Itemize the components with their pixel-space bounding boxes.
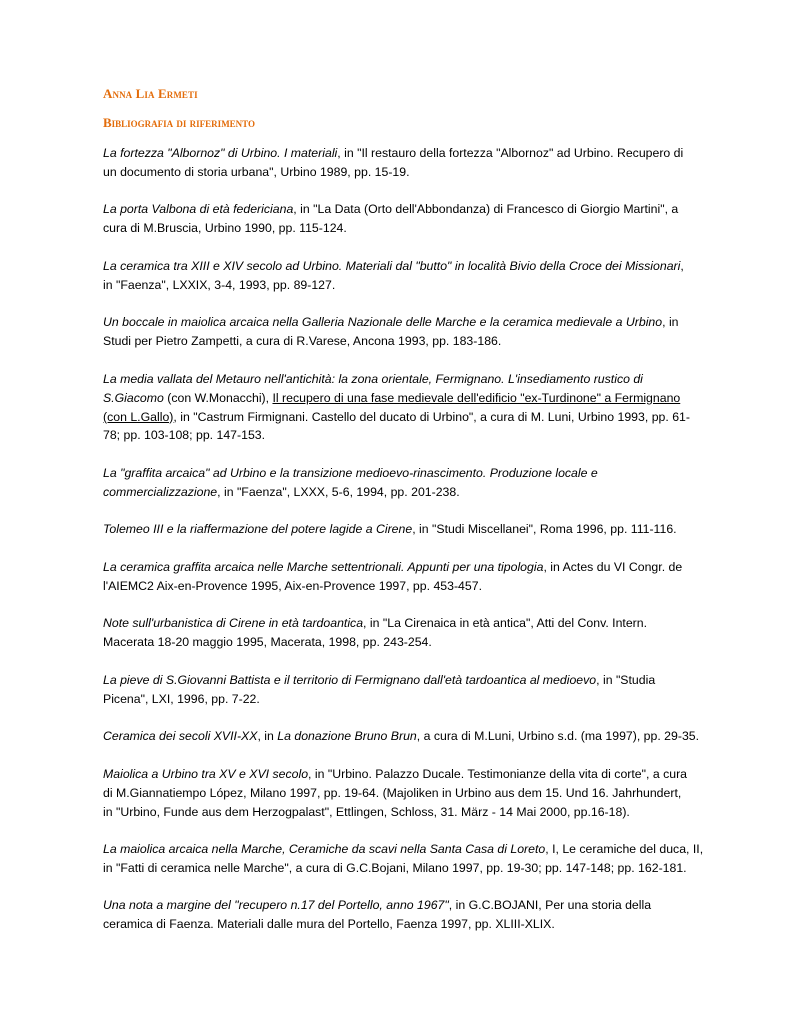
bibliography-entry bbox=[103, 520, 695, 539]
entry-underlined-title: Il recupero di una fase medievale dell'edificio "ex-Turdinone" a Fermignano bbox=[272, 390, 681, 405]
entry-title: La ceramica tra XIII e XIV secolo ad Urbino. Materiali dal "butto" in località Bivio della Croce dei Missionari bbox=[103, 259, 681, 273]
bibliography-entry bbox=[103, 840, 704, 878]
entry-line bbox=[103, 727, 700, 746]
entry-text: , in bbox=[257, 729, 278, 743]
entry-text: (con W.Monacchi), bbox=[163, 390, 273, 405]
entry-line bbox=[103, 803, 695, 822]
entry-title: Ceramica dei secoli XVII-XX bbox=[103, 729, 258, 743]
entry-line bbox=[103, 520, 695, 539]
entry-text: in "Fatti di ceramica nelle Marche", a cura di G.C.Bojani, Milano 1997, pp. 19-30; pp. 147-148; pp. 162-181. bbox=[103, 860, 687, 875]
entry-title: La donazione Bruno Brun bbox=[277, 729, 417, 743]
entry-text: , in G.C.BOJANI, Per una storia della bbox=[448, 898, 652, 912]
entry-line bbox=[103, 690, 695, 709]
entry-line bbox=[103, 671, 695, 690]
entry-line bbox=[103, 896, 695, 915]
entry-text: cura di M.Bruscia, Urbino 1990, pp. 115-124. bbox=[103, 220, 347, 235]
entry-line bbox=[103, 614, 695, 633]
entry-title: Tolemeo III e la riaffermazione del potere lagide a Cirene bbox=[103, 522, 413, 536]
entry-title: commercializzazione bbox=[103, 484, 218, 499]
entry-line bbox=[103, 633, 695, 652]
entry-title: Una nota a margine del "recupero n.17 del Portello, anno 1967" bbox=[103, 898, 449, 912]
entry-text: , in bbox=[662, 315, 679, 329]
entry-line bbox=[103, 464, 695, 483]
entry-text: l'AIEMC2 Aix-en-Provence 1995, Aix-en-Provence 1997, pp. 453-457. bbox=[103, 578, 482, 593]
entry-text: , in "Castrum Firmignani. Castello del ducato di Urbino", a cura di M. Luni, Urbino 1993, pp. 61- bbox=[173, 409, 690, 424]
bibliography-entry bbox=[103, 896, 695, 934]
entry-text: , in "La Cirenaica in età antica", Atti del Conv. Intern. bbox=[363, 616, 648, 630]
entry-text: , in "Urbino. Palazzo Ducale. Testimonianze della vita di corte", a cura bbox=[308, 767, 688, 781]
entry-title: Un boccale in maiolica arcaica nella Galleria Nazionale delle Marche e la ceramica medievale a Urbino bbox=[103, 315, 663, 329]
bibliography-entry bbox=[103, 765, 695, 821]
entry-title: La pieve di S.Giovanni Battista e il territorio di Fermignano dall'età tardoantica al medioevo bbox=[103, 673, 597, 687]
entry-line bbox=[103, 915, 695, 934]
entry-text: 78; pp. 103-108; pp. 147-153. bbox=[103, 428, 266, 443]
entry-text: di M.Giannatiempo López, Milano 1997, pp. 19-64. (Majoliken in Urbino aus dem 15. Und 16. Jahrhundert, bbox=[103, 785, 682, 800]
bibliography-entry bbox=[103, 313, 695, 351]
entry-line bbox=[103, 426, 695, 445]
entry-text: , in "Studia bbox=[596, 673, 656, 687]
entry-text: in "Urbino, Funde aus dem Herzogpalast", Ettlingen, Schloss, 31. März - 14 Mai 2000, pp.16-18). bbox=[103, 804, 630, 819]
entry-text: , in "Faenza", LXXX, 5-6, 1994, pp. 201-238. bbox=[217, 484, 460, 499]
section-title: Bibliografia di riferimento bbox=[103, 115, 256, 130]
entry-line bbox=[103, 219, 695, 238]
entry-text: in "Faenza", LXXIX, 3-4, 1993, pp. 89-127. bbox=[103, 277, 336, 292]
entry-text: Picena", LXI, 1996, pp. 7-22. bbox=[103, 691, 260, 706]
bibliography-entry bbox=[103, 614, 695, 652]
bibliography-entry bbox=[103, 558, 695, 596]
bibliography-entry bbox=[103, 144, 695, 182]
bibliography-entry bbox=[103, 671, 695, 709]
entry-title: La fortezza "Albornoz" di Urbino. I materiali bbox=[103, 146, 338, 160]
entry-text: Studi per Pietro Zampetti, a cura di R.Varese, Ancona 1993, pp. 183-186. bbox=[103, 333, 502, 348]
entry-line bbox=[103, 332, 695, 351]
entry-line bbox=[103, 577, 695, 596]
entry-text: , in "La Data (Orto dell'Abbondanza) di Francesco di Giorgio Martini", a bbox=[293, 202, 679, 216]
entry-line bbox=[103, 389, 695, 408]
entry-line bbox=[103, 313, 695, 332]
entry-title: La porta Valbona di età federiciana bbox=[103, 202, 294, 216]
entry-text: , in "Il restauro della fortezza "Albornoz" ad Urbino. Recupero di bbox=[337, 146, 684, 160]
bibliography-entry bbox=[103, 727, 700, 746]
entry-title: La ceramica graffita arcaica nelle Marche settentrionali. Appunti per una tipologia bbox=[103, 560, 544, 574]
entry-text: , in Actes du VI Congr. de bbox=[543, 560, 683, 574]
entry-line bbox=[103, 765, 695, 784]
entry-text: , I, Le ceramiche del duca, II, bbox=[545, 842, 704, 856]
entry-title: La media vallata del Metauro nell'antichità: la zona orientale, Fermignano. L'insediamento rustico di bbox=[103, 372, 643, 386]
entry-title: La maiolica arcaica nella Marche, Ceramiche da scavi nella Santa Casa di Loreto bbox=[103, 842, 546, 856]
entry-line bbox=[103, 408, 695, 427]
entry-line bbox=[103, 144, 695, 163]
entry-title: Note sull'urbanistica di Cirene in età tardoantica bbox=[103, 616, 364, 630]
author-name: Anna Lia Ermeti bbox=[103, 86, 198, 101]
entry-line bbox=[103, 370, 695, 389]
entry-line bbox=[103, 200, 695, 219]
entry-line bbox=[103, 558, 695, 577]
bibliography-entry bbox=[103, 257, 695, 295]
entry-line bbox=[103, 483, 695, 502]
entry-line bbox=[103, 163, 695, 182]
entry-title: La "graffita arcaica" ad Urbino e la transizione medioevo-rinascimento. Produzione locale e bbox=[103, 466, 598, 480]
bibliography-entry bbox=[103, 200, 695, 238]
bibliography-entry bbox=[103, 370, 695, 445]
entry-text: , bbox=[680, 259, 684, 273]
entry-text: Macerata 18-20 maggio 1995, Macerata, 1998, pp. 243-254. bbox=[103, 634, 432, 649]
entry-line bbox=[103, 257, 695, 276]
entry-text: , in "Studi Miscellanei", Roma 1996, pp. 111-116. bbox=[412, 522, 677, 536]
entry-line bbox=[103, 840, 704, 859]
entry-line bbox=[103, 276, 695, 295]
entry-underlined-title: (con L.Gallo) bbox=[103, 409, 174, 424]
entry-text: un documento di storia urbana", Urbino 1989, pp. 15-19. bbox=[103, 164, 410, 179]
entry-line bbox=[103, 784, 695, 803]
entry-line bbox=[103, 859, 695, 878]
entry-text: , a cura di M.Luni, Urbino s.d. (ma 1997), pp. 29-35. bbox=[416, 729, 700, 743]
bibliography-entry bbox=[103, 464, 695, 502]
entry-title: Maiolica a Urbino tra XV e XVI secolo bbox=[103, 767, 309, 781]
entry-title: S.Giacomo bbox=[103, 390, 164, 405]
entry-text: ceramica di Faenza. Materiali dalle mura del Portello, Faenza 1997, pp. XLIII-XLIX. bbox=[103, 916, 555, 931]
